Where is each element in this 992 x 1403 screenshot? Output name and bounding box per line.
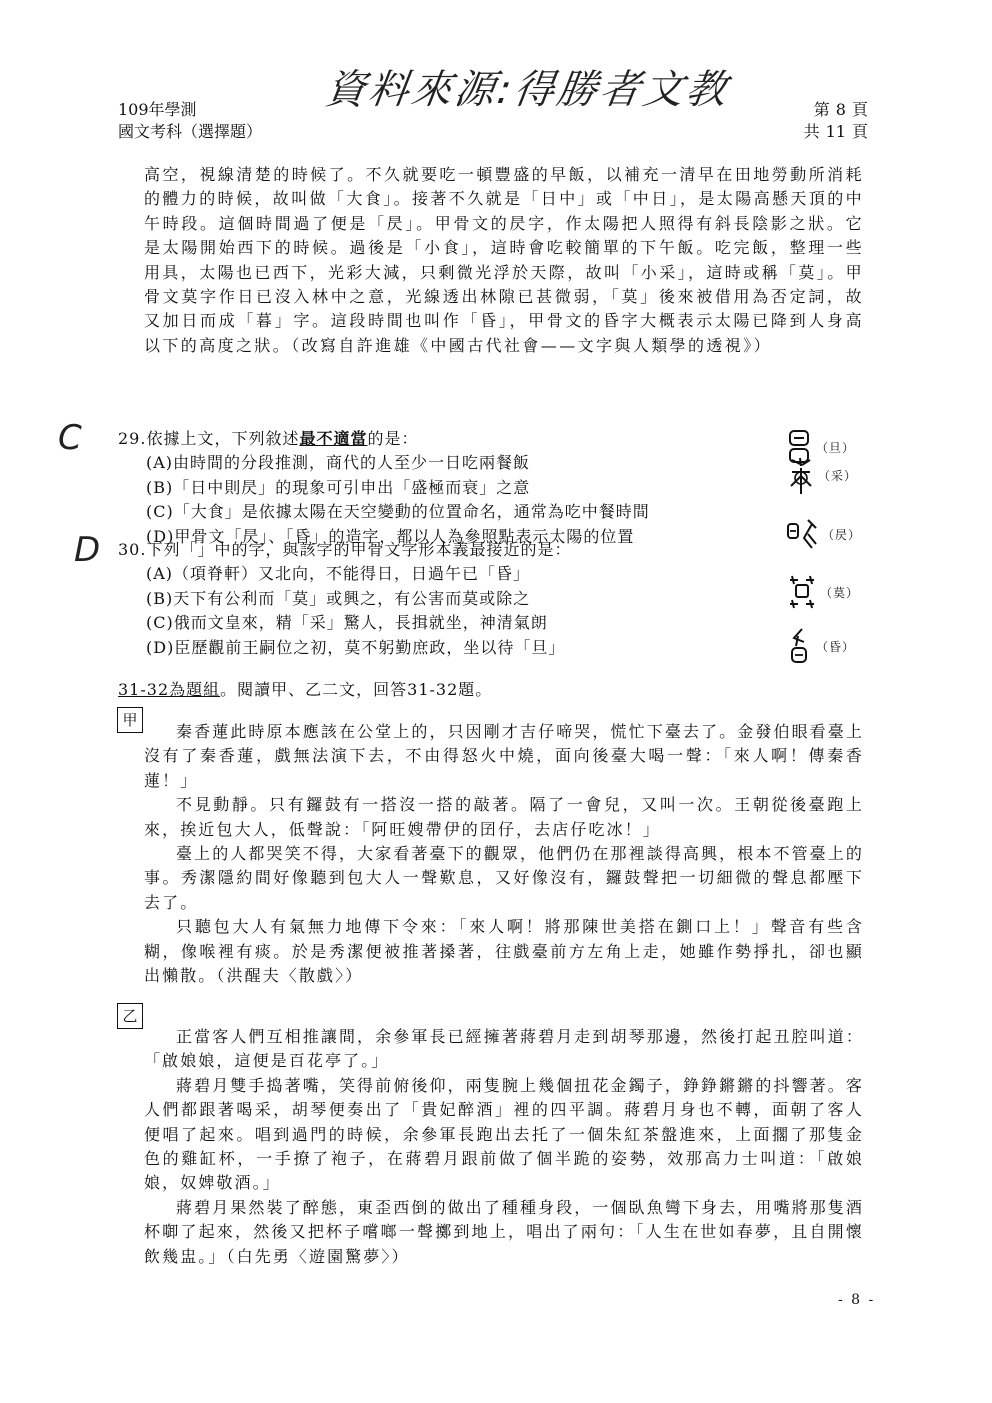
text-label-yi: 乙 bbox=[117, 1003, 143, 1029]
text-paragraph: 只聽包大人有氣無力地傳下令來：「來人啊！將那陳世美搭在鍘口上！」聲音有些含糊，像喉裡有痰。於是秀潔便被推著搡著，往戲臺前方左角上走，她雖作勢掙扎，卻也顯出懶散。（洪醒夫〈散戲〉） bbox=[144, 917, 864, 986]
passage-paragraph: 高空，視線清楚的時候了。不久就要吃一頓豐盛的早飯，以補充一清早在田地勞動所消耗的體力的時候，故叫做「大食」。接著不久就是「日中」或「中日」，是太陽高懸天頂的中午時段。這個時間過了便是「昃」。甲骨文的昃字，作太陽把人照得有斜長陰影之狀。它是太陽開始西下的時候。過後是「小食」，這時會吃較簡單的下午飯。吃完飯，整理一些用具，太陽也已西下，光彩大減，只剩微光浮於天際，故叫「小采」，這時或稱「莫」。甲骨文莫字作日已沒入林中之意，光線透出林隙已甚微弱，「莫」後來被借用為否定詞，故又加日而成「暮」字。這段時間也叫作「昏」，甲骨文的昏字大概表示太陽已降到人身高以下的高度之狀。（改寫自許進雄《中國古代社會——文字與人類學的透視》） bbox=[144, 165, 865, 355]
options-list bbox=[118, 451, 778, 549]
header-right bbox=[804, 99, 868, 143]
handwritten-answer-30: D bbox=[74, 530, 101, 570]
passage-continued bbox=[144, 163, 864, 358]
page-total: 11 bbox=[825, 122, 846, 141]
handwritten-source-note: 資料來源:得勝者文教 bbox=[322, 67, 733, 113]
question-group-title: 31-32為題組。閱讀甲、乙二文，回答31-32題。 bbox=[118, 680, 493, 699]
option-c: (C)「大食」是依據太陽在天空變動的位置命名，通常為吃中餐時間 bbox=[146, 502, 650, 522]
option-b: (B)天下有公利而「莫」或興之，有公害而莫或除之 bbox=[146, 588, 531, 608]
text-paragraph: 蔣碧月果然裝了醉態，東歪西倒的做出了種種身段，一個臥魚彎下身去，用嘴將那隻酒杯啣了起來，然後又把杯子嚐啷一聲擲到地上，唱出了兩句：「人生在世如春夢，且自開懷飲幾盅。」（白先勇〈遊園驚夢〉） bbox=[144, 1197, 864, 1266]
oracle-cai-glyph-icon bbox=[786, 454, 816, 496]
oracle-glyph-cai: （采） bbox=[786, 454, 857, 496]
option-b: (B)「日中則昃」的現象可引申出「盛極而衰」之意 bbox=[146, 477, 531, 497]
oracle-mo-glyph-icon bbox=[786, 572, 818, 612]
option-d: (D)臣歷觀前王嗣位之初，莫不躬勤庶政，坐以待「旦」 bbox=[146, 637, 566, 657]
text-paragraph: 臺上的人都哭笑不得，大家看著臺下的觀眾，他們仍在那裡談得高興，根本不管臺上的事。秀潔隱約間好像聽到包大人一聲歎息，又好像沒有，鑼鼓聲把一切細微的聲息都壓下去了。 bbox=[144, 844, 864, 912]
question-29 bbox=[118, 427, 778, 549]
question-30 bbox=[118, 538, 778, 660]
option-c: (C)俄而文皇來，精「采」驚人，長揖就坐，神清氣朗 bbox=[146, 613, 548, 633]
page-current: 8 bbox=[835, 100, 846, 119]
option-a: (A)（項脊軒）又北向，不能得日，日過午已「昏」 bbox=[146, 564, 531, 584]
exam-name: 109年學測 bbox=[118, 100, 197, 119]
header-left bbox=[118, 99, 262, 143]
page-total-indicator: 共 11 頁 bbox=[803, 122, 868, 141]
page-indicator: 第 8 頁 bbox=[813, 100, 868, 119]
text-jia bbox=[144, 720, 864, 988]
oracle-glyph-ze: （昃） bbox=[786, 516, 861, 552]
oracle-glyph-mo: （莫） bbox=[786, 572, 859, 612]
oracle-hun-glyph-icon bbox=[786, 626, 814, 666]
text-paragraph: 秦香蓮此時原本應該在公堂上的，只因剛才吉仔啼哭，慌忙下臺去了。金發伯眼看臺上沒有了秦香蓮，戲無法演下去，不由得怒火中燒，面向後臺大喝一聲：「來人啊！傳秦香蓮！」 bbox=[144, 722, 864, 790]
options-list bbox=[118, 562, 778, 660]
oracle-ze-glyph-icon bbox=[786, 516, 820, 552]
oracle-glyph-hun: （昏） bbox=[786, 626, 855, 666]
text-paragraph: 正當客人們互相推讓間，余參軍長已經擁著蔣碧月走到胡琴那邊，然後打起丑腔叫道：「啟娘娘，這便是百花亭了。」 bbox=[144, 1027, 864, 1071]
text-paragraph: 不見動靜。只有鑼鼓有一搭沒一搭的敲著。隔了一會兒，又叫一次。王朝從後臺跑上來，挨近包大人，低聲說：「阿旺嫂帶伊的囝仔，去店仔吃冰！」 bbox=[144, 795, 864, 839]
question-stem: 29.依據上文，下列敘述最不適當的是： bbox=[118, 429, 419, 448]
option-d: (D)甲骨文「昃」、「昏」的造字，都以人為參照點表示太陽的位置 bbox=[146, 526, 635, 546]
page-number-footer: - 8 - bbox=[838, 1292, 876, 1308]
question-stem: 30.下列「」中的字，與該字的甲骨文字形本義最接近的是： bbox=[118, 540, 572, 559]
text-paragraph: 蔣碧月雙手捣著嘴，笑得前俯後仰，兩隻腕上幾個扭花金鐲子，錚錚鏘鏘的抖響著。客人們都跟著喝采，胡琴便奏出了「貴妃醉酒」裡的四平調。蔣碧月身也不轉，面朝了客人便唱了起來。唱到過門的時候，余參軍長跑出去托了一個朱紅茶盤進來，上面擱了那隻金色的雞缸杯，一手撩了袍子，在蔣碧月跟前做了個半跪的姿勢，效那高力士叫道：「啟娘娘，奴婢敬酒。」 bbox=[144, 1075, 864, 1193]
handwritten-answer-29: C bbox=[58, 418, 82, 458]
text-label-jia: 甲 bbox=[117, 707, 143, 733]
subject-name: 國文考科（選擇題） bbox=[118, 122, 263, 141]
oracle-glyph-dan: （旦） bbox=[786, 428, 855, 466]
text-yi bbox=[144, 1025, 864, 1269]
option-a: (A)由時間的分段推測，商代的人至少一日吃兩餐飯 bbox=[146, 453, 531, 473]
